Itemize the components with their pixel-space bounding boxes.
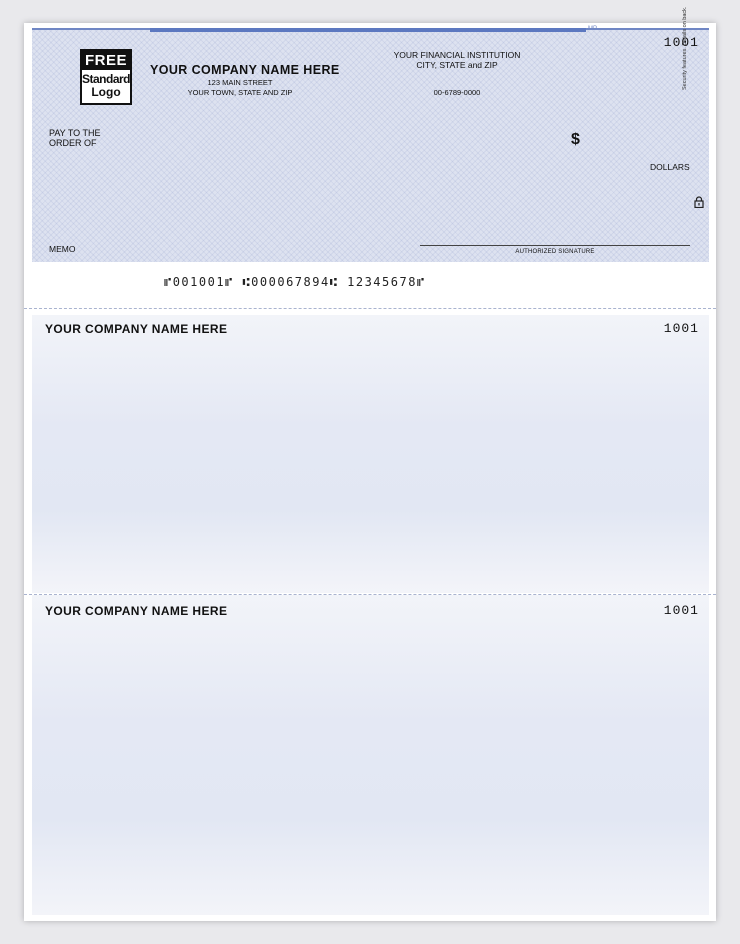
signature-label: AUTHORIZED SIGNATURE — [515, 249, 595, 255]
top-accent-bar — [150, 28, 586, 32]
company-address — [150, 78, 330, 98]
logo-text-free: FREE — [82, 51, 130, 70]
dollar-sign: $ — [571, 131, 580, 148]
bank-info — [387, 50, 527, 70]
mp-mark: MP — [588, 26, 597, 32]
logo-text-standard: Standard — [82, 72, 131, 86]
check-face — [32, 6, 709, 262]
routing-fraction: 00-6789-0000 — [433, 88, 481, 97]
pay-to-line1: PAY TO THE — [49, 128, 101, 138]
stub-1 — [32, 315, 709, 593]
check-number: 1001 — [663, 35, 699, 50]
bank-city: CITY, STATE and ZIP — [416, 60, 498, 70]
stub-check-number: 1001 — [663, 603, 699, 618]
company-name: YOUR COMPANY NAME HERE — [150, 63, 340, 77]
dollars-label: DOLLARS — [650, 162, 690, 172]
memo-label: MEMO — [49, 244, 76, 254]
company-street: 123 MAIN STREET — [207, 78, 273, 87]
micr-line: ⑈001001⑈ ⑆000067894⑆ 12345678⑈ — [164, 275, 426, 289]
security-note: Security features. Details on back. — [682, 6, 688, 90]
check-page — [24, 6, 716, 921]
company-city: YOUR TOWN, STATE AND ZIP — [187, 88, 293, 97]
pay-to-label — [49, 128, 101, 148]
pay-to-line2: ORDER OF — [49, 138, 97, 148]
company-logo — [80, 49, 132, 105]
logo-text-logo: Logo — [91, 85, 121, 99]
stub-company-name: YOUR COMPANY NAME HERE — [45, 322, 228, 336]
stub-check-number: 1001 — [663, 321, 699, 336]
signature-line — [420, 245, 690, 246]
stub-2 — [32, 595, 709, 915]
perforation-line-1 — [24, 308, 716, 309]
bank-name: YOUR FINANCIAL INSTITUTION — [393, 50, 521, 60]
stub-company-name: YOUR COMPANY NAME HERE — [45, 604, 228, 618]
lock-icon — [694, 195, 704, 207]
